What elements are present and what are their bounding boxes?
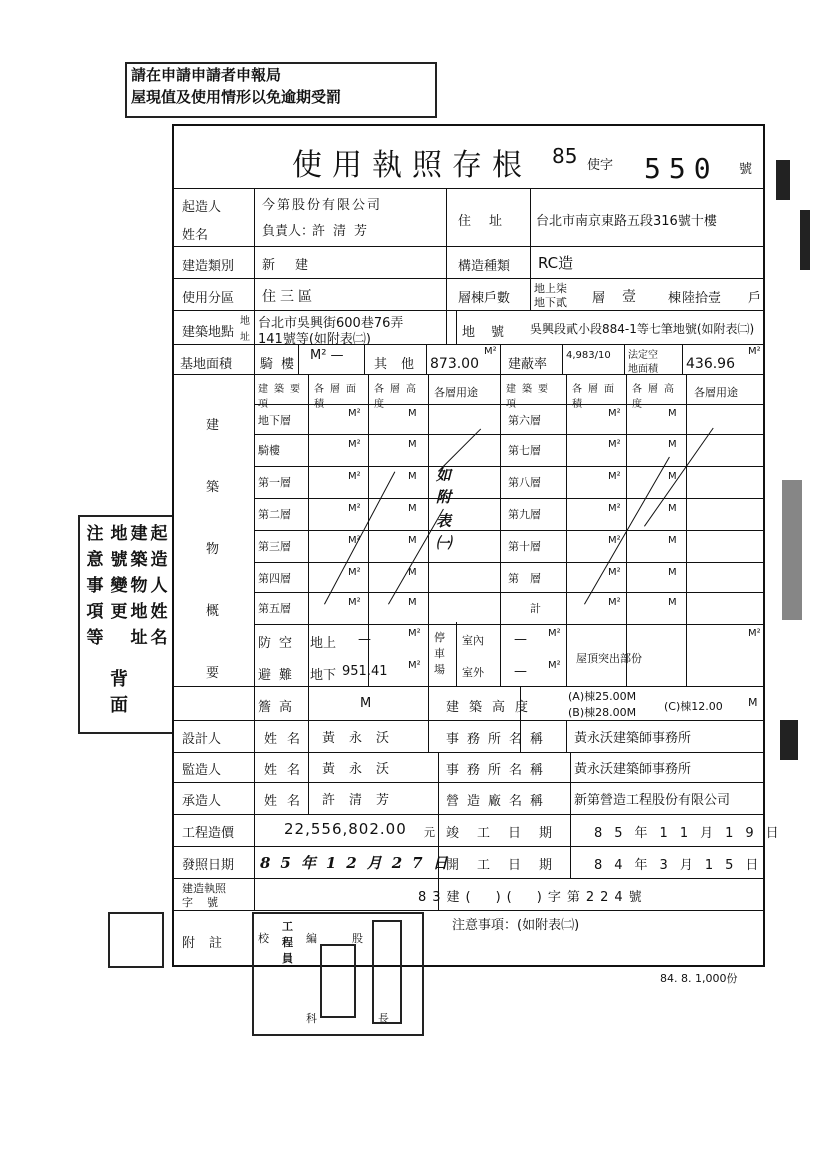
designer-office-label: 事務所名稱: [446, 732, 552, 747]
site-address-2: 141號等(如附表㈡): [258, 332, 371, 347]
issue-date: 85年12月27日: [260, 854, 458, 872]
shelter-below-label: 地下: [310, 668, 337, 683]
open-space-unit: M²: [748, 346, 761, 357]
unit-m: M: [408, 471, 417, 482]
unit-m: M: [408, 535, 417, 546]
stamp-line-1: 請在申請申請者申報局: [131, 66, 282, 84]
section-char-2: 築: [206, 480, 220, 495]
owner-address-label: 住址: [458, 214, 521, 229]
unit-m: M: [668, 503, 677, 514]
shelter-label-2: 避難: [258, 668, 301, 683]
approval-bian: 編: [306, 932, 317, 945]
done-date-label: 竣工日期: [446, 826, 571, 841]
side-stamp-back: 背面: [110, 669, 128, 716]
unit-m: M: [408, 567, 417, 578]
hdr-height-left: 各層高度: [374, 384, 422, 410]
unit-m2: M²: [348, 408, 361, 419]
hdr-use-left: 各層用途: [434, 386, 478, 399]
shelter-label-1: 防空: [258, 636, 301, 651]
title-zi: 使字: [587, 158, 614, 173]
section-char-1: 建: [206, 418, 220, 433]
floor-left-1: 騎樓: [258, 444, 280, 457]
use-note-2: 附: [436, 488, 452, 506]
designer-label: 設計人: [182, 732, 222, 747]
print-note: 84. 8. 1,000份: [660, 972, 738, 985]
height-b: (B)棟28.00M: [568, 706, 637, 719]
unit-m2: M²: [348, 535, 361, 546]
floor-right-0: 第六層: [508, 414, 541, 427]
contractor-firm-label: 營造廠名稱: [446, 794, 552, 809]
qilou-label: 騎樓: [260, 357, 303, 372]
designer-name-label: 姓名: [264, 732, 311, 747]
roof-unit: M²: [748, 628, 761, 639]
unit-m2: M²: [348, 567, 361, 578]
seal-stamp-1: [320, 944, 356, 1018]
coverage-label: 建蔽率: [508, 357, 548, 372]
qilou-value: M² —: [310, 348, 344, 363]
floor-right-1: 第七層: [508, 444, 541, 457]
indoor-unit: M²: [548, 628, 561, 639]
height-a: (A)棟25.00M: [568, 690, 637, 703]
contractor-label: 承造人: [182, 794, 222, 809]
parking-label: 停車場: [434, 631, 445, 676]
shelter-above-value: —: [358, 632, 371, 647]
unit-m: M: [408, 597, 417, 608]
lot-label: 地號: [462, 325, 521, 340]
supervisor-label: 監造人: [182, 763, 222, 778]
dong-count: 壹: [622, 289, 636, 305]
notes-label: 附註: [182, 936, 237, 951]
designer-office: 黃永沃建築師事務所: [574, 731, 692, 746]
unit-m2: M²: [348, 439, 361, 450]
hdr-use-right: 各層用途: [694, 386, 738, 399]
floors-ceng: 層: [592, 291, 606, 306]
hdr-area-right: 各層面積: [572, 384, 620, 410]
site-address-1: 台北市吳興街600巷76弄: [258, 316, 404, 331]
floor-left-2: 第一層: [258, 476, 291, 489]
contractor-firm: 新第營造工程股份有限公司: [574, 793, 731, 808]
approval-gong: 工程員: [282, 920, 293, 965]
done-date: 85年11月19日: [594, 826, 791, 841]
hdr-item-right: 建築要項: [506, 384, 554, 410]
section-char-4: 概: [206, 604, 220, 619]
scan-edge-mark: [800, 210, 810, 270]
floor-right-3: 第九層: [508, 508, 541, 521]
start-date: 84年3月15日: [594, 858, 771, 873]
notice-stamp: [125, 62, 437, 118]
height-c: (C)棟12.00: [664, 700, 723, 713]
side-stamp-col-4: 注意事項等: [86, 524, 104, 648]
unit-m: M: [408, 439, 417, 450]
start-date-label: 開工日期: [446, 858, 571, 873]
floor-right-6: 計: [530, 602, 541, 615]
eave-height-label: 簷高: [258, 700, 301, 715]
designer-name: 黃永沃: [322, 731, 404, 746]
shelter-below-value: 951.41: [342, 664, 388, 679]
floor-right-4: 第十層: [508, 540, 541, 553]
side-stamp: [78, 515, 174, 734]
contractor-name-label: 姓名: [264, 794, 311, 809]
other-unit: M²: [484, 346, 497, 357]
height-unit: M: [748, 696, 758, 709]
cost-label: 工程造價: [182, 826, 235, 841]
hu-count: 陸拾壹: [682, 291, 722, 306]
outdoor-label: 室外: [462, 666, 484, 679]
owner-address: 台北市南京東路五段316號十樓: [536, 214, 717, 229]
permit-label-1: 建造執照: [182, 882, 226, 895]
hdr-item-left: 建築要項: [258, 384, 306, 410]
contractor-name: 許清芳: [322, 793, 404, 808]
section-char-3: 物: [206, 542, 220, 557]
unit-m2: M²: [608, 503, 621, 514]
section-char-5: 要: [206, 666, 220, 681]
scan-edge-mark: [780, 720, 798, 760]
indoor-label: 室內: [462, 634, 484, 647]
cost-value: 22,556,802.00: [284, 820, 407, 838]
hdr-height-right: 各層高度: [632, 384, 680, 410]
approval-xiao: 校: [258, 932, 269, 945]
shelter-above-label: 地上: [310, 636, 337, 651]
owner-rep-name: 許清芳: [312, 224, 376, 239]
supervisor-office-label: 事務所名稱: [446, 763, 552, 778]
zone-value: 住三區: [262, 289, 316, 305]
open-space-value: 436.96: [686, 356, 735, 372]
owner-company: 今第股份有限公司: [262, 198, 383, 213]
zone-label: 使用分區: [182, 291, 235, 306]
unit-m: M: [668, 408, 677, 419]
floors-label: 層棟戶數: [458, 291, 511, 306]
outdoor-unit: M²: [548, 660, 561, 671]
unit-m: M: [668, 439, 677, 450]
unit-m: M: [668, 567, 677, 578]
official-seal: [108, 912, 164, 968]
use-note-4: ㈠: [436, 534, 452, 552]
build-type-label: 建造類別: [182, 259, 235, 274]
site-side-1: 地: [240, 316, 250, 327]
unit-m2: M²: [608, 408, 621, 419]
lot-value: 吳興段貳小段884-1等七筆地號(如附表㈡): [530, 322, 755, 336]
form-title: [174, 126, 763, 189]
title-hao: 號: [739, 162, 753, 177]
permit-number: 550: [644, 152, 719, 185]
open-space-label-2: 地面積: [628, 364, 658, 375]
coverage-value: 4,983/10: [566, 350, 611, 361]
shelter-above-unit: M²: [408, 628, 421, 639]
unit-m2: M²: [608, 535, 621, 546]
floor-left-6: 第五層: [258, 602, 291, 615]
floor-left-5: 第四層: [258, 572, 291, 585]
use-note-1: 如: [436, 466, 452, 484]
owner-label: 起造人: [182, 200, 222, 215]
unit-m2: M²: [608, 597, 621, 608]
permit-label-2: 字號: [182, 896, 232, 909]
hu-label: 戶: [748, 291, 762, 306]
floor-right-5: 第 層: [508, 572, 541, 585]
other-value: 873.00: [430, 356, 479, 372]
unit-m: M: [408, 503, 417, 514]
hdr-area-left: 各層面積: [314, 384, 362, 410]
stamp-line-2: 屋現值及使用情形以免逾期受罰: [131, 88, 342, 106]
permit-form: [172, 124, 791, 967]
floor-right-2: 第八層: [508, 476, 541, 489]
unit-m: M: [408, 408, 417, 419]
supervisor-name: 黃永沃: [322, 762, 404, 777]
floors-below: 地下貳: [534, 296, 567, 309]
build-type-value: 新建: [262, 258, 329, 273]
use-note-3: 表: [436, 512, 452, 530]
site-side-2: 址: [240, 332, 250, 343]
shelter-below-unit: M²: [408, 660, 421, 671]
dong-label: 棟: [668, 291, 682, 306]
roof-label: 屋頂突出部份: [576, 652, 642, 665]
supervisor-office: 黃永沃建築師事務所: [574, 762, 692, 777]
side-stamp-col-1: 起造人姓名: [150, 524, 168, 648]
approval-ke: 科: [306, 1012, 317, 1025]
unit-m2: M²: [608, 567, 621, 578]
indoor-value: —: [514, 632, 527, 647]
approval-seals: [252, 912, 424, 1036]
outdoor-value: —: [514, 664, 527, 679]
issue-date-label: 發照日期: [182, 858, 235, 873]
approval-gu: 股: [352, 932, 363, 945]
scan-edge-mark: [776, 160, 790, 200]
other-label: 其他: [374, 357, 429, 372]
cost-unit: 元: [424, 826, 435, 839]
unit-m: M: [668, 597, 677, 608]
form-title-text: 使用執照存根: [292, 148, 532, 183]
notes-text: 注意事項：(如附表㈡): [452, 918, 580, 933]
eave-height-value: M: [360, 696, 372, 711]
unit-m: M: [668, 471, 677, 482]
owner-name-label: 姓名: [182, 228, 209, 243]
structure-label: 構造種類: [458, 259, 511, 274]
owner-rep-label: 負責人：: [262, 224, 315, 239]
building-height-label: 建築高度: [446, 700, 539, 715]
approval-zhang: 長: [378, 1012, 389, 1025]
site-area-label: 基地面積: [180, 357, 233, 372]
title-year: 85: [552, 144, 578, 168]
structure-value: RC造: [538, 254, 574, 272]
scan-edge-mark: [782, 480, 802, 620]
unit-m2: M²: [608, 471, 621, 482]
floors-above: 地上柒: [534, 282, 567, 295]
permit-value: 83建( )( )字第224號: [418, 890, 648, 905]
floor-left-4: 第三層: [258, 540, 291, 553]
open-space-label-1: 法定空: [628, 350, 658, 361]
unit-m: M: [668, 535, 677, 546]
supervisor-name-label: 姓名: [264, 763, 311, 778]
seal-stamp-2: [372, 920, 402, 1024]
floor-left-3: 第二層: [258, 508, 291, 521]
unit-m2: M²: [348, 503, 361, 514]
unit-m2: M²: [348, 471, 361, 482]
side-stamp-col-2: 建築物地址: [130, 524, 148, 648]
site-label: 建築地點: [182, 325, 235, 340]
floor-left-0: 地下層: [258, 414, 291, 427]
side-stamp-col-3: 地號變更: [110, 524, 128, 622]
unit-m2: M²: [608, 439, 621, 450]
unit-m2: M²: [348, 597, 361, 608]
